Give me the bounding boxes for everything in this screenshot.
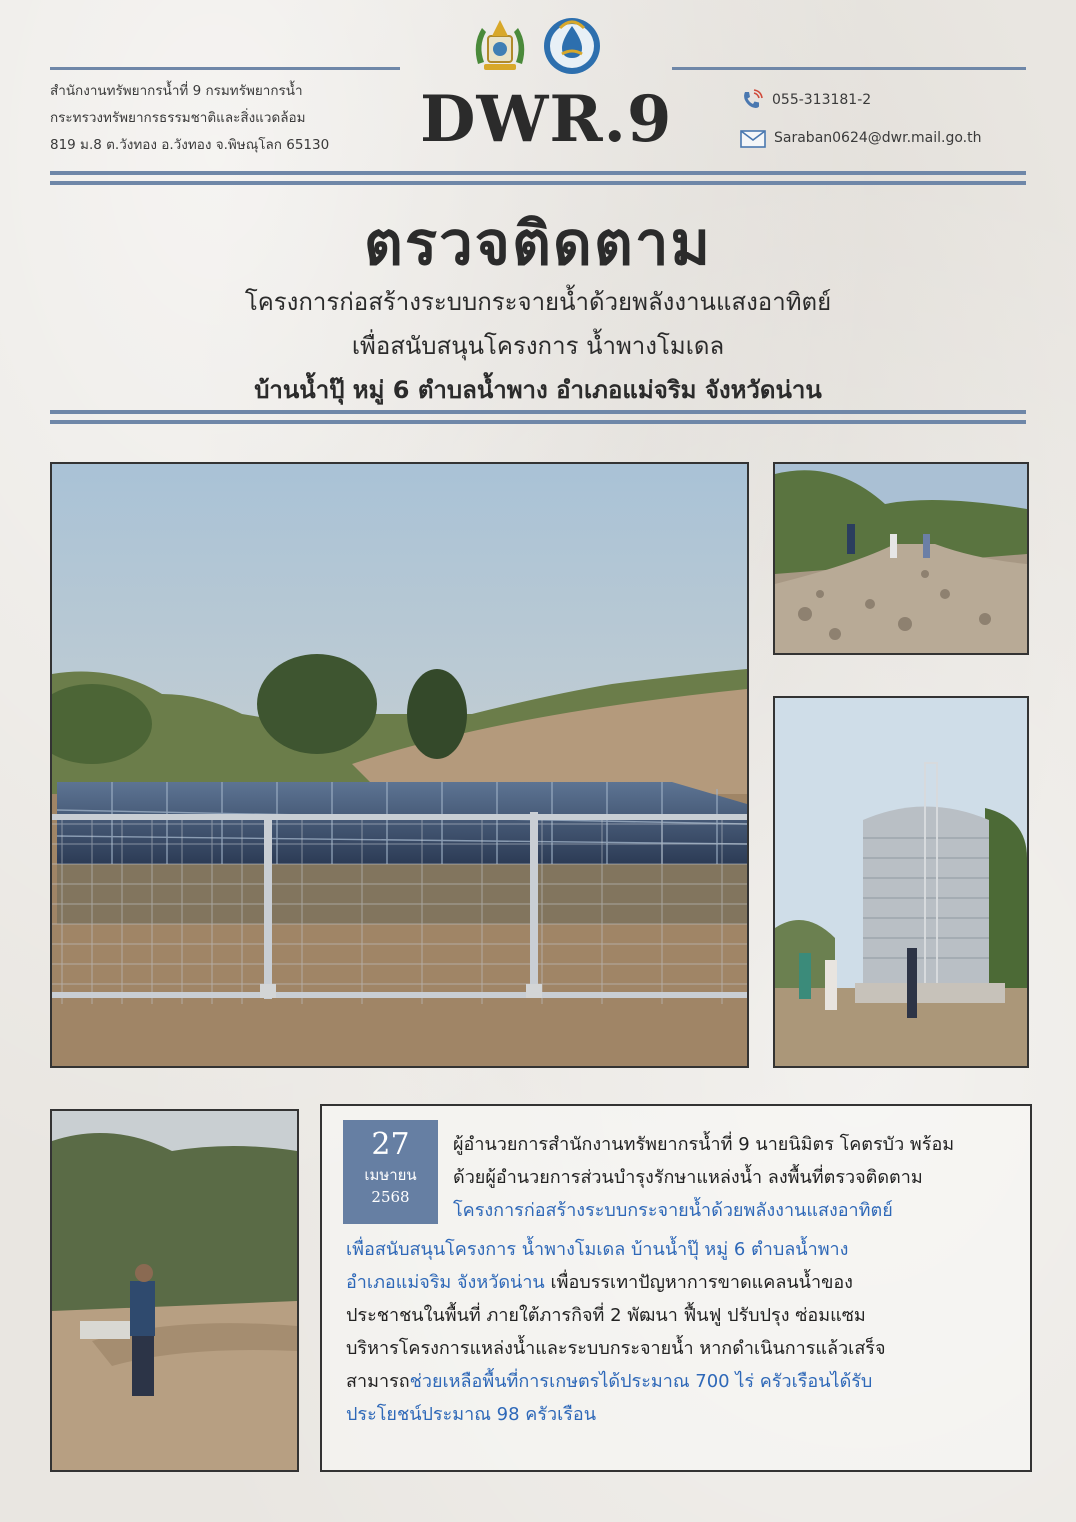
ministry-emblem-icon xyxy=(468,14,532,76)
text-plain: เพื่อบรรเทาปัญหาการขาดแคลนน้ำของ xyxy=(544,1272,853,1293)
department-water-resources-emblem-icon xyxy=(540,14,604,76)
text-line: บริหารโครงการแหล่งน้ำและระบบกระจายน้ำ หากดำเนินการแล้วเสร็จ xyxy=(346,1338,886,1359)
text-line-highlight: โครงการก่อสร้างระบบกระจายน้ำด้วยพลังงานแสงอาทิตย์ xyxy=(453,1200,893,1221)
text-line-highlight: เพื่อสนับสนุนโครงการ น้ำพางโมเดล บ้านน้ำปุ๊ หมู่ 6 ตำบลน้ำพาง xyxy=(346,1239,849,1260)
address-line: 819 ม.8 ต.วังทอง อ.วังทอง จ.พิษณุโลก 65130 xyxy=(50,137,330,153)
description-text xyxy=(346,1128,1016,1431)
address-line: สำนักงานทรัพยากรน้ำที่ 9 กรมทรัพยากรน้ำ xyxy=(50,83,303,99)
contact-info xyxy=(740,88,1040,164)
header-rule-right xyxy=(672,67,1026,70)
text-line xyxy=(346,1266,1016,1299)
date-day: 27 xyxy=(371,1127,410,1162)
page-title: ตรวจติดตาม xyxy=(363,209,713,279)
address-line: กระทรวงทรัพยากรธรรมชาติและสิ่งแวดล้อม xyxy=(50,110,306,126)
text-line: ผู้อำนวยการสำนักงานทรัพยากรน้ำที่ 9 นายนิมิตร โคตรบัว พร้อม xyxy=(453,1134,955,1155)
phone-number[interactable]: 055-313181-2 xyxy=(772,92,872,108)
date-month: เมษายน xyxy=(364,1166,417,1184)
photo-water-tank xyxy=(773,696,1029,1068)
project-title-line1: โครงการก่อสร้างระบบกระจายน้ำด้วยพลังงานแสงอาทิตย์ xyxy=(244,288,832,316)
date-year: 2568 xyxy=(371,1188,410,1206)
email-icon xyxy=(740,128,766,148)
photo-man-taking-photo xyxy=(50,1109,299,1472)
office-address xyxy=(50,78,390,159)
text-line xyxy=(346,1365,1016,1398)
title-rule-3 xyxy=(50,410,1026,414)
text-line-highlight: ประโยชน์ประมาณ 98 ครัวเรือน xyxy=(346,1404,597,1425)
photo-solar-panels xyxy=(50,462,749,1068)
title-rule-2 xyxy=(50,181,1026,185)
text-highlight: อำเภอแม่จริม จังหวัดน่าน xyxy=(346,1272,545,1293)
photo-dirt-road xyxy=(773,462,1029,655)
text-line: ด้วยผู้อำนวยการส่วนบำรุงรักษาแหล่งน้ำ ลงพื้นที่ตรวจติดตาม xyxy=(453,1167,923,1188)
project-title-line2: เพื่อสนับสนุนโครงการ น้ำพางโมเดล xyxy=(351,332,725,360)
title-rule-1 xyxy=(50,171,1026,175)
project-location: บ้านน้ำปุ๊ หมู่ 6 ตำบลน้ำพาง อำเภอแม่จริม จังหวัดน่าน xyxy=(254,376,822,404)
header-rule-left xyxy=(50,67,400,70)
text-line: ประชาชนในพื้นที่ ภายใต้ภารกิจที่ 2 พัฒนา ฟื้นฟู ปรับปรุง ซ่อมแซม xyxy=(346,1305,866,1326)
brand-title: DWR.9 xyxy=(420,82,673,157)
email-address[interactable]: Saraban0624@dwr.mail.go.th xyxy=(774,130,982,146)
text-plain: สามารถ xyxy=(346,1371,410,1392)
phone-icon xyxy=(740,89,764,111)
text-highlight: ช่วยเหลือพื้นที่การเกษตรได้ประมาณ 700 ไร่ ครัวเรือนได้รับ xyxy=(409,1371,873,1392)
title-rule-4 xyxy=(50,420,1026,424)
